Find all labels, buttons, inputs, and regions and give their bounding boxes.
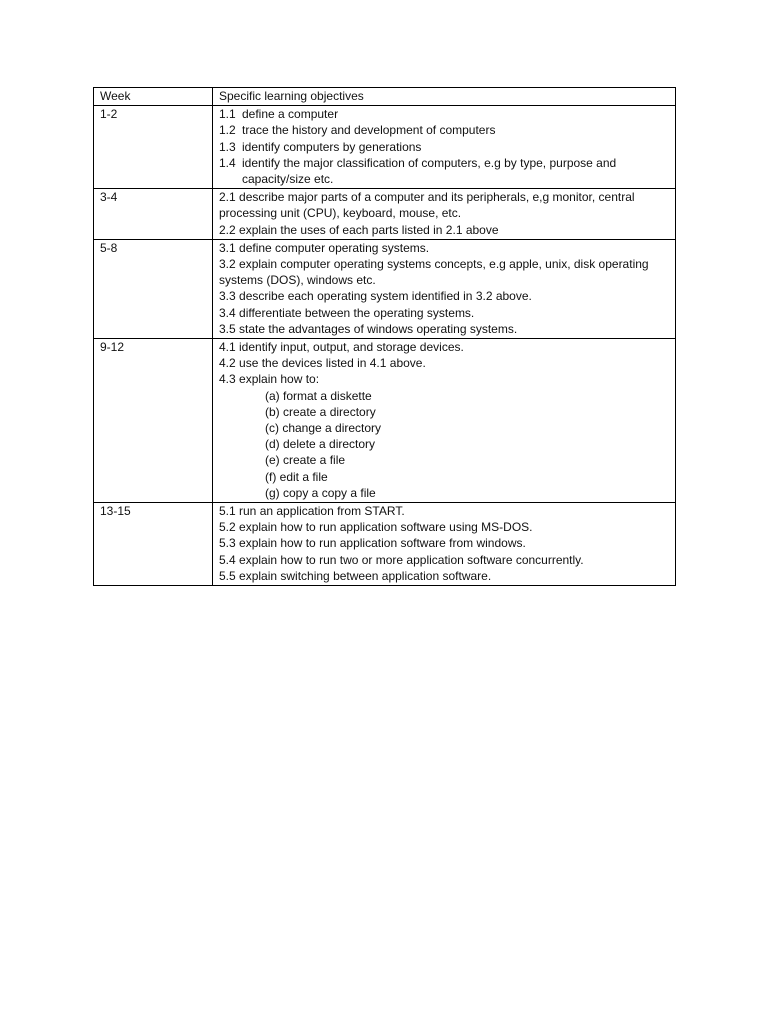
- objective-number: 1.3: [219, 139, 236, 154]
- objective-item: 2.2 explain the uses of each parts listed in 2.1 above: [219, 222, 499, 237]
- week-column-header: Week: [94, 88, 213, 106]
- objective-item: [219, 122, 669, 138]
- objective-item: [219, 155, 669, 187]
- objective-item: 5.3 explain how to run application software from windows.: [219, 536, 526, 551]
- objective-item: 4.2 use the devices listed in 4.1 above.: [219, 356, 426, 371]
- objectives-cell: [213, 503, 676, 586]
- week-cell: 9-12: [94, 339, 213, 503]
- objective-item: 5.4 explain how to run two or more application software concurrently.: [219, 552, 584, 567]
- objective-item: 4.1 identify input, output, and storage devices.: [219, 340, 464, 355]
- objective-text: identify the major classification of computers, e.g by type, purpose and capacity/size etc.: [242, 155, 617, 187]
- sub-objective-item: (f) edit a file: [265, 469, 328, 484]
- objective-item: 3.1 define computer operating systems.: [219, 240, 430, 255]
- objective-text: define a computer: [242, 107, 339, 122]
- week-cell: 5-8: [94, 239, 213, 338]
- objective-item: 3.2 explain computer operating systems concepts, e.g apple, unix, disk operating systems (DOS), windows etc.: [219, 257, 649, 288]
- objectives-cell: [213, 106, 676, 189]
- objective-item: 2.1 describe major parts of a computer and its peripherals, e,g monitor, central processing unit (CPU), keyboard, mouse, etc.: [219, 190, 635, 221]
- sub-objective-item: (d) delete a directory: [265, 437, 376, 452]
- table-row: [94, 503, 676, 586]
- objective-number: 1.4: [219, 155, 236, 170]
- objective-number: 1.1: [219, 107, 236, 122]
- objective-text: identify computers by generations: [242, 139, 422, 154]
- objective-item: 5.5 explain switching between application software.: [219, 568, 492, 583]
- objectives-cell: [213, 339, 676, 503]
- sub-objective-item: (g) copy a copy a file: [265, 485, 376, 500]
- sub-objective-item: (e) create a file: [265, 453, 346, 468]
- sub-objective-item: (b) create a directory: [265, 404, 376, 419]
- objective-item: 4.3 explain how to:: [219, 372, 320, 387]
- objectives-column-header: Specific learning objectives: [213, 88, 676, 106]
- objective-item: 3.5 state the advantages of windows operating systems.: [219, 321, 518, 336]
- objectives-cell: [213, 239, 676, 338]
- objective-number: 1.2: [219, 123, 236, 138]
- learning-objectives-table: [93, 87, 676, 586]
- objective-item: [219, 106, 669, 122]
- objective-item: 5.1 run an application from START.: [219, 504, 405, 519]
- table-row: [94, 106, 676, 189]
- objective-item: [219, 139, 669, 155]
- objectives-cell: [213, 189, 676, 240]
- objective-item: 3.4 differentiate between the operating systems.: [219, 305, 475, 320]
- sub-objective-item: (a) format a diskette: [265, 388, 372, 403]
- week-cell: 3-4: [94, 189, 213, 240]
- table-row: [94, 239, 676, 338]
- objective-item: 3.3 describe each operating system identified in 3.2 above.: [219, 289, 532, 304]
- table-row: [94, 189, 676, 240]
- table-header-row: [94, 88, 676, 106]
- table-body: [94, 106, 676, 586]
- objective-text: trace the history and development of computers: [242, 123, 496, 138]
- week-cell: 13-15: [94, 503, 213, 586]
- week-cell: 1-2: [94, 106, 213, 189]
- sub-objective-item: (c) change a directory: [265, 421, 382, 436]
- table-row: [94, 339, 676, 503]
- objective-item: 5.2 explain how to run application software using MS-DOS.: [219, 520, 533, 535]
